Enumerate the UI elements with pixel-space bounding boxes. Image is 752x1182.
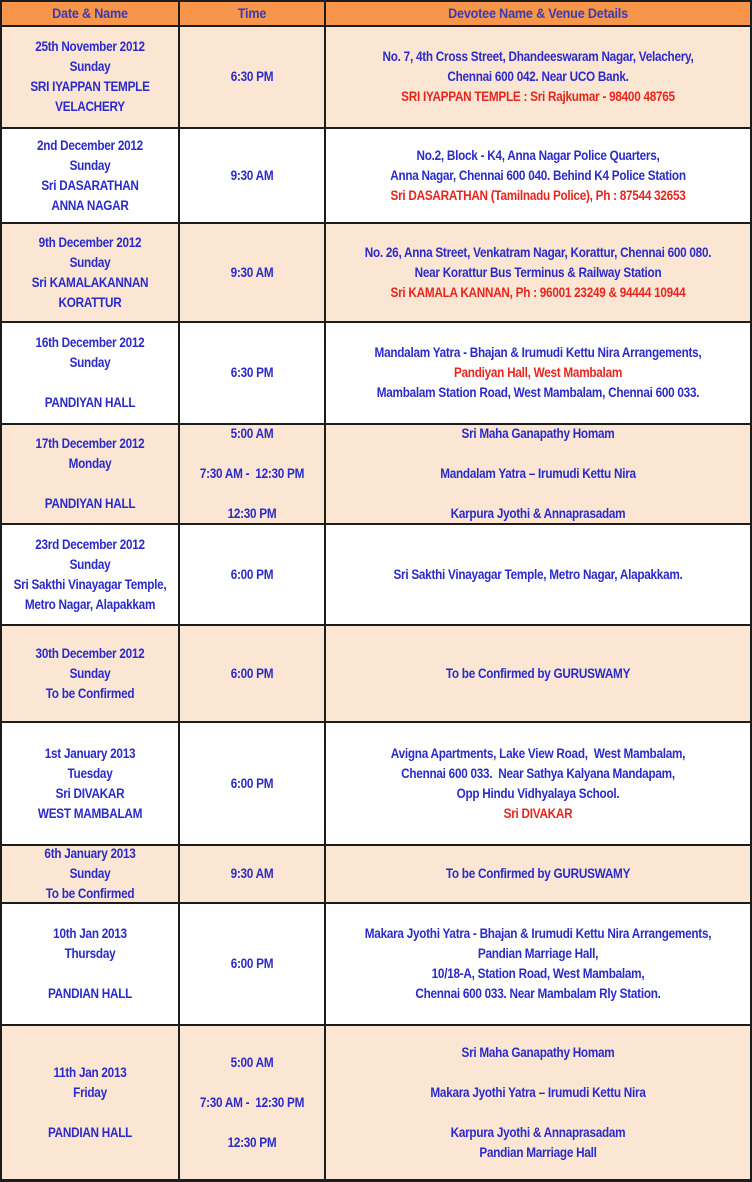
column-header-time: Time bbox=[237, 5, 267, 21]
date-line: PANDIYAN HALL bbox=[44, 395, 136, 410]
date-name-cell bbox=[2, 846, 180, 902]
date-line bbox=[13, 474, 166, 494]
date-name-cell bbox=[2, 129, 180, 222]
venue-details-cell bbox=[326, 27, 750, 127]
time-line: 6:00 PM bbox=[230, 566, 274, 582]
venue-details-cell bbox=[326, 323, 750, 423]
time-cell bbox=[180, 27, 326, 127]
detail-line: Pandiyan Hall, West Mambalam bbox=[453, 365, 623, 380]
date-line: To be Confirmed bbox=[45, 685, 135, 701]
time-cell bbox=[180, 1026, 326, 1179]
date-line: Sunday bbox=[69, 665, 111, 681]
detail-line: Pandian Marriage Hall bbox=[479, 1144, 597, 1160]
detail-line: Opp Hindu Vidhyalaya School. bbox=[456, 785, 620, 801]
detail-line: Chennai 600 033. Near Mambalam Rly Station. bbox=[415, 986, 661, 1001]
detail-line: No. 7, 4th Cross Street, Dhandeeswaram Nagar, Velachery, bbox=[382, 49, 694, 64]
date-name-cell bbox=[2, 27, 180, 127]
detail-line: Makara Jyothi Yatra – Irumudi Kettu Nira bbox=[430, 1084, 646, 1100]
detail-line: Pandian Marriage Hall, bbox=[477, 946, 599, 961]
detail-line bbox=[354, 1063, 723, 1083]
schedule-row bbox=[2, 321, 750, 423]
header-cell-date-name bbox=[2, 2, 180, 25]
detail-line: Mandalam Yatra - Bhajan & Irumudi Kettu Nira Arrangements, bbox=[374, 345, 702, 360]
schedule-row bbox=[2, 222, 750, 321]
time-line: 6:30 PM bbox=[230, 365, 274, 380]
date-line: KORATTUR bbox=[58, 294, 122, 310]
time-cell bbox=[180, 904, 326, 1024]
time-line: 5:00 AM bbox=[230, 1054, 274, 1070]
header-cell-details bbox=[326, 2, 750, 25]
schedule-row bbox=[2, 127, 750, 222]
detail-line: Mandalam Yatra – Irumudi Kettu Nira bbox=[440, 466, 636, 481]
date-line bbox=[13, 1103, 166, 1123]
venue-details-cell bbox=[326, 1026, 750, 1179]
date-line: Sri KAMALAKANNAN bbox=[31, 274, 149, 290]
date-line: Sri DIVAKAR bbox=[55, 785, 125, 801]
table-header-row bbox=[2, 2, 750, 25]
detail-line: Karpura Jyothi & Annaprasadam bbox=[450, 506, 626, 521]
venue-details-cell bbox=[326, 846, 750, 902]
detail-line: To be Confirmed by GURUSWAMY bbox=[445, 866, 631, 881]
detail-line bbox=[354, 1103, 723, 1123]
time-line: 12:30 PM bbox=[227, 1134, 277, 1150]
detail-line: Sri DASARATHAN (Tamilnadu Police), Ph : 87544 32653 bbox=[390, 187, 686, 203]
date-line: 25th November 2012 bbox=[35, 39, 145, 54]
table-body bbox=[2, 25, 750, 1179]
date-line: Friday bbox=[73, 1084, 107, 1100]
detail-line: Anna Nagar, Chennai 600 040. Behind K4 Police Station bbox=[390, 167, 686, 183]
schedule-row bbox=[2, 523, 750, 624]
detail-line bbox=[354, 484, 723, 504]
schedule-row bbox=[2, 844, 750, 902]
venue-details-cell bbox=[326, 723, 750, 844]
date-line: Thursday bbox=[64, 946, 116, 961]
time-line: 9:30 AM bbox=[230, 167, 274, 183]
detail-line: To be Confirmed by GURUSWAMY bbox=[445, 665, 631, 681]
date-line: PANDIAN HALL bbox=[47, 986, 133, 1001]
date-line: 23rd December 2012 bbox=[35, 536, 145, 552]
date-line: Metro Nagar, Alapakkam bbox=[24, 596, 156, 612]
time-line: 7:30 AM - 12:30 PM bbox=[199, 1094, 305, 1110]
time-cell bbox=[180, 525, 326, 624]
date-line: 11th Jan 2013 bbox=[53, 1064, 127, 1080]
date-line: Sunday bbox=[69, 355, 111, 370]
date-name-cell bbox=[2, 224, 180, 321]
date-name-cell bbox=[2, 425, 180, 523]
detail-line: Sri Maha Ganapathy Homam bbox=[461, 1044, 615, 1060]
date-line: 30th December 2012 bbox=[35, 645, 145, 661]
time-cell bbox=[180, 723, 326, 844]
time-cell bbox=[180, 846, 326, 902]
detail-line: Chennai 600 042. Near UCO Bank. bbox=[447, 69, 629, 84]
time-cell bbox=[180, 626, 326, 721]
date-line: 10th Jan 2013 bbox=[53, 926, 127, 941]
time-cell bbox=[180, 224, 326, 321]
date-name-cell bbox=[2, 525, 180, 624]
time-line: 9:30 AM bbox=[230, 264, 274, 280]
detail-line: No. 26, Anna Street, Venkatram Nagar, Korattur, Chennai 600 080. bbox=[364, 244, 712, 260]
date-line: Sri DASARATHAN bbox=[41, 177, 139, 193]
detail-line: SRI IYAPPAN TEMPLE : Sri Rajkumar - 98400 48765 bbox=[401, 89, 675, 104]
detail-line bbox=[354, 444, 723, 464]
detail-line: Mambalam Station Road, West Mambalam, Chennai 600 033. bbox=[376, 385, 700, 400]
header-cell-time bbox=[180, 2, 326, 25]
time-line bbox=[189, 1073, 314, 1093]
detail-line: Avigna Apartments, Lake View Road, West Mambalam, bbox=[390, 745, 686, 761]
venue-details-cell bbox=[326, 224, 750, 321]
date-line: Sunday bbox=[69, 254, 111, 270]
date-line: Tuesday bbox=[67, 765, 113, 781]
date-line: WEST MAMBALAM bbox=[37, 805, 143, 821]
schedule-row bbox=[2, 1024, 750, 1179]
time-line: 6:00 PM bbox=[230, 665, 274, 681]
detail-line: Chennai 600 033. Near Sathya Kalyana Mandapam, bbox=[401, 765, 675, 781]
venue-details-cell bbox=[326, 425, 750, 523]
detail-line: Sri Sakthi Vinayagar Temple, Metro Nagar, Alapakkam. bbox=[393, 566, 683, 582]
detail-line: No.2, Block - K4, Anna Nagar Police Quarters, bbox=[416, 147, 660, 163]
venue-details-cell bbox=[326, 626, 750, 721]
time-line: 7:30 AM - 12:30 PM bbox=[199, 466, 305, 481]
schedule-row bbox=[2, 423, 750, 523]
time-line bbox=[189, 444, 314, 464]
schedule-row bbox=[2, 25, 750, 127]
time-cell bbox=[180, 129, 326, 222]
date-line: ANNA NAGAR bbox=[51, 197, 129, 213]
date-line: PANDIAN HALL bbox=[47, 1124, 133, 1140]
venue-details-cell bbox=[326, 525, 750, 624]
date-line: 6th January 2013 bbox=[44, 846, 136, 861]
time-line: 6:00 PM bbox=[230, 956, 274, 971]
detail-line: Near Korattur Bus Terminus & Railway Station bbox=[414, 264, 662, 280]
date-name-cell bbox=[2, 904, 180, 1024]
detail-line: 10/18-A, Station Road, West Mambalam, bbox=[431, 966, 645, 981]
column-header-date-name: Date & Name bbox=[52, 5, 128, 21]
date-line: Sunday bbox=[69, 157, 111, 173]
date-line: Monday bbox=[68, 456, 112, 471]
detail-line: Makara Jyothi Yatra - Bhajan & Irumudi Kettu Nira Arrangements, bbox=[364, 926, 712, 941]
date-line: SRI IYAPPAN TEMPLE bbox=[30, 79, 150, 94]
venue-details-cell bbox=[326, 904, 750, 1024]
detail-line: Sri DIVAKAR bbox=[503, 805, 573, 821]
date-line: 9th December 2012 bbox=[38, 234, 142, 250]
date-name-cell bbox=[2, 626, 180, 721]
date-line: To be Confirmed bbox=[45, 886, 135, 901]
time-line: 6:30 PM bbox=[230, 69, 274, 84]
date-name-cell bbox=[2, 323, 180, 423]
date-name-cell bbox=[2, 1026, 180, 1179]
column-header-details: Devotee Name & Venue Details bbox=[448, 5, 628, 21]
time-line: 5:00 AM bbox=[230, 426, 274, 441]
date-line: 1st January 2013 bbox=[44, 745, 136, 761]
time-line: 6:00 PM bbox=[230, 775, 274, 791]
schedule-row bbox=[2, 624, 750, 721]
time-cell bbox=[180, 425, 326, 523]
date-name-cell bbox=[2, 723, 180, 844]
detail-line: Sri KAMALA KANNAN, Ph : 96001 23249 & 94444 10944 bbox=[390, 284, 686, 300]
time-line bbox=[189, 1113, 314, 1133]
date-line bbox=[13, 373, 166, 393]
time-line: 12:30 PM bbox=[227, 506, 277, 521]
date-line: 16th December 2012 bbox=[35, 335, 145, 350]
schedule-row bbox=[2, 902, 750, 1024]
time-line: 9:30 AM bbox=[230, 866, 274, 881]
date-line: VELACHERY bbox=[55, 99, 125, 114]
date-line: Sunday bbox=[69, 59, 111, 74]
date-line: 17th December 2012 bbox=[35, 436, 145, 451]
date-line bbox=[13, 964, 166, 984]
detail-line: Sri Maha Ganapathy Homam bbox=[461, 426, 615, 441]
date-line: Sunday bbox=[69, 556, 111, 572]
date-line: Sri Sakthi Vinayagar Temple, bbox=[13, 576, 167, 592]
date-line: 2nd December 2012 bbox=[37, 137, 143, 153]
time-cell bbox=[180, 323, 326, 423]
detail-line: Karpura Jyothi & Annaprasadam bbox=[450, 1124, 626, 1140]
date-line: Sunday bbox=[69, 866, 111, 881]
schedule-row bbox=[2, 721, 750, 844]
date-line: PANDIYAN HALL bbox=[44, 496, 136, 511]
time-line bbox=[189, 484, 314, 504]
venue-details-cell bbox=[326, 129, 750, 222]
